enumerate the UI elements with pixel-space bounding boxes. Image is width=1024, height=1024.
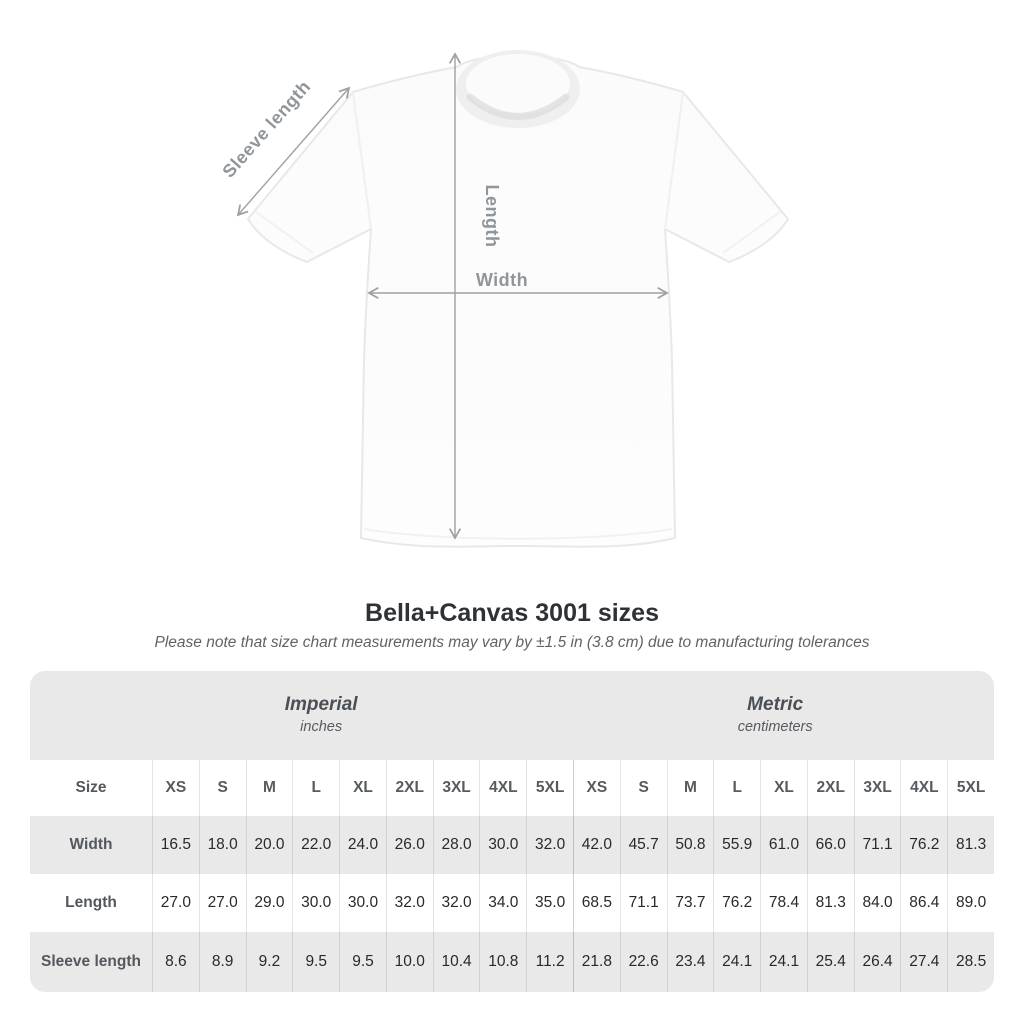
size-cell: XL xyxy=(760,760,807,816)
value-cell: 9.2 xyxy=(246,932,293,992)
size-header-row xyxy=(30,760,994,816)
value-cell: 27.0 xyxy=(152,874,199,932)
metric-label: Metric xyxy=(747,693,804,715)
size-cell: 3XL xyxy=(854,760,901,816)
value-cell: 32.0 xyxy=(433,874,480,932)
size-cell: XS xyxy=(152,760,199,816)
value-cell: 55.9 xyxy=(713,816,760,874)
size-cell: M xyxy=(246,760,293,816)
value-cell: 23.4 xyxy=(667,932,714,992)
size-cell: L xyxy=(292,760,339,816)
measurement-row-sleeve_length xyxy=(30,932,994,992)
size-cell: XL xyxy=(339,760,386,816)
value-cell: 29.0 xyxy=(246,874,293,932)
size-cell: S xyxy=(620,760,667,816)
value-cell: 50.8 xyxy=(667,816,714,874)
value-cell: 9.5 xyxy=(339,932,386,992)
measurement-row-width xyxy=(30,816,994,874)
imperial-label: Imperial xyxy=(284,693,358,715)
value-cell: 26.4 xyxy=(854,932,901,992)
value-cell: 81.3 xyxy=(947,816,994,874)
value-cell: 28.5 xyxy=(947,932,994,992)
value-cell: 27.4 xyxy=(900,932,947,992)
value-cell: 89.0 xyxy=(947,874,994,932)
measurement-row-sleeve_length-label: Sleeve length xyxy=(41,953,141,970)
size-cell: XS xyxy=(573,760,620,816)
value-cell: 18.0 xyxy=(199,816,246,874)
size-table xyxy=(30,671,994,992)
value-cell: 8.6 xyxy=(152,932,199,992)
size-cell: 2XL xyxy=(386,760,433,816)
value-cell: 35.0 xyxy=(526,874,573,932)
value-cell: 22.0 xyxy=(292,816,339,874)
value-cell: 81.3 xyxy=(807,874,854,932)
value-cell: 76.2 xyxy=(900,816,947,874)
value-cell: 9.5 xyxy=(292,932,339,992)
value-cell: 10.4 xyxy=(433,932,480,992)
value-cell: 34.0 xyxy=(479,874,526,932)
length-label: Length xyxy=(482,184,502,248)
value-cell: 32.0 xyxy=(526,816,573,874)
value-cell: 27.0 xyxy=(199,874,246,932)
measurement-row-length-label: Length xyxy=(65,894,117,911)
value-cell: 16.5 xyxy=(152,816,199,874)
tolerance-note: Please note that size chart measurements may vary by ±1.5 in (3.8 cm) due to manufacturing tolerances xyxy=(154,634,870,651)
page-title: Bella+Canvas 3001 sizes xyxy=(365,599,659,627)
size-cell: 5XL xyxy=(526,760,573,816)
value-cell: 20.0 xyxy=(246,816,293,874)
value-cell: 86.4 xyxy=(900,874,947,932)
value-cell: 30.0 xyxy=(479,816,526,874)
imperial-group-header xyxy=(285,693,358,734)
value-cell: 61.0 xyxy=(760,816,807,874)
tshirt-illustration xyxy=(248,50,788,547)
size-cell: S xyxy=(199,760,246,816)
width-label: Width xyxy=(475,270,529,290)
value-cell: 26.0 xyxy=(386,816,433,874)
value-cell: 30.0 xyxy=(339,874,386,932)
size-cell: 2XL xyxy=(807,760,854,816)
value-cell: 76.2 xyxy=(713,874,760,932)
size-cell: 3XL xyxy=(433,760,480,816)
measurement-row-width-label: Width xyxy=(69,836,113,853)
size-cell: 4XL xyxy=(479,760,526,816)
value-cell: 22.6 xyxy=(620,932,667,992)
tshirt-body xyxy=(248,56,788,547)
size-table-rows xyxy=(30,760,994,992)
value-cell: 73.7 xyxy=(667,874,714,932)
size-cell: M xyxy=(667,760,714,816)
metric-group-header xyxy=(738,693,813,734)
value-cell: 25.4 xyxy=(807,932,854,992)
value-cell: 28.0 xyxy=(433,816,480,874)
value-cell: 66.0 xyxy=(807,816,854,874)
imperial-unit-label: inches xyxy=(300,718,343,735)
size-cell: 5XL xyxy=(947,760,994,816)
measurement-row-length xyxy=(30,874,994,932)
value-cell: 8.9 xyxy=(199,932,246,992)
value-cell: 24.1 xyxy=(713,932,760,992)
size-header-row-label: Size xyxy=(75,779,107,796)
value-cell: 10.8 xyxy=(479,932,526,992)
value-cell: 24.1 xyxy=(760,932,807,992)
value-cell: 71.1 xyxy=(854,816,901,874)
size-cell: L xyxy=(713,760,760,816)
value-cell: 71.1 xyxy=(620,874,667,932)
value-cell: 78.4 xyxy=(760,874,807,932)
value-cell: 68.5 xyxy=(573,874,620,932)
value-cell: 45.7 xyxy=(620,816,667,874)
size-cell: 4XL xyxy=(900,760,947,816)
value-cell: 10.0 xyxy=(386,932,433,992)
value-cell: 42.0 xyxy=(573,816,620,874)
unit-group-header xyxy=(30,671,994,760)
value-cell: 84.0 xyxy=(854,874,901,932)
value-cell: 11.2 xyxy=(526,932,573,992)
metric-unit-label: centimeters xyxy=(737,718,813,735)
value-cell: 32.0 xyxy=(386,874,433,932)
value-cell: 24.0 xyxy=(339,816,386,874)
sleeve-length-label: Sleeve length xyxy=(218,76,315,182)
value-cell: 21.8 xyxy=(573,932,620,992)
value-cell: 30.0 xyxy=(292,874,339,932)
